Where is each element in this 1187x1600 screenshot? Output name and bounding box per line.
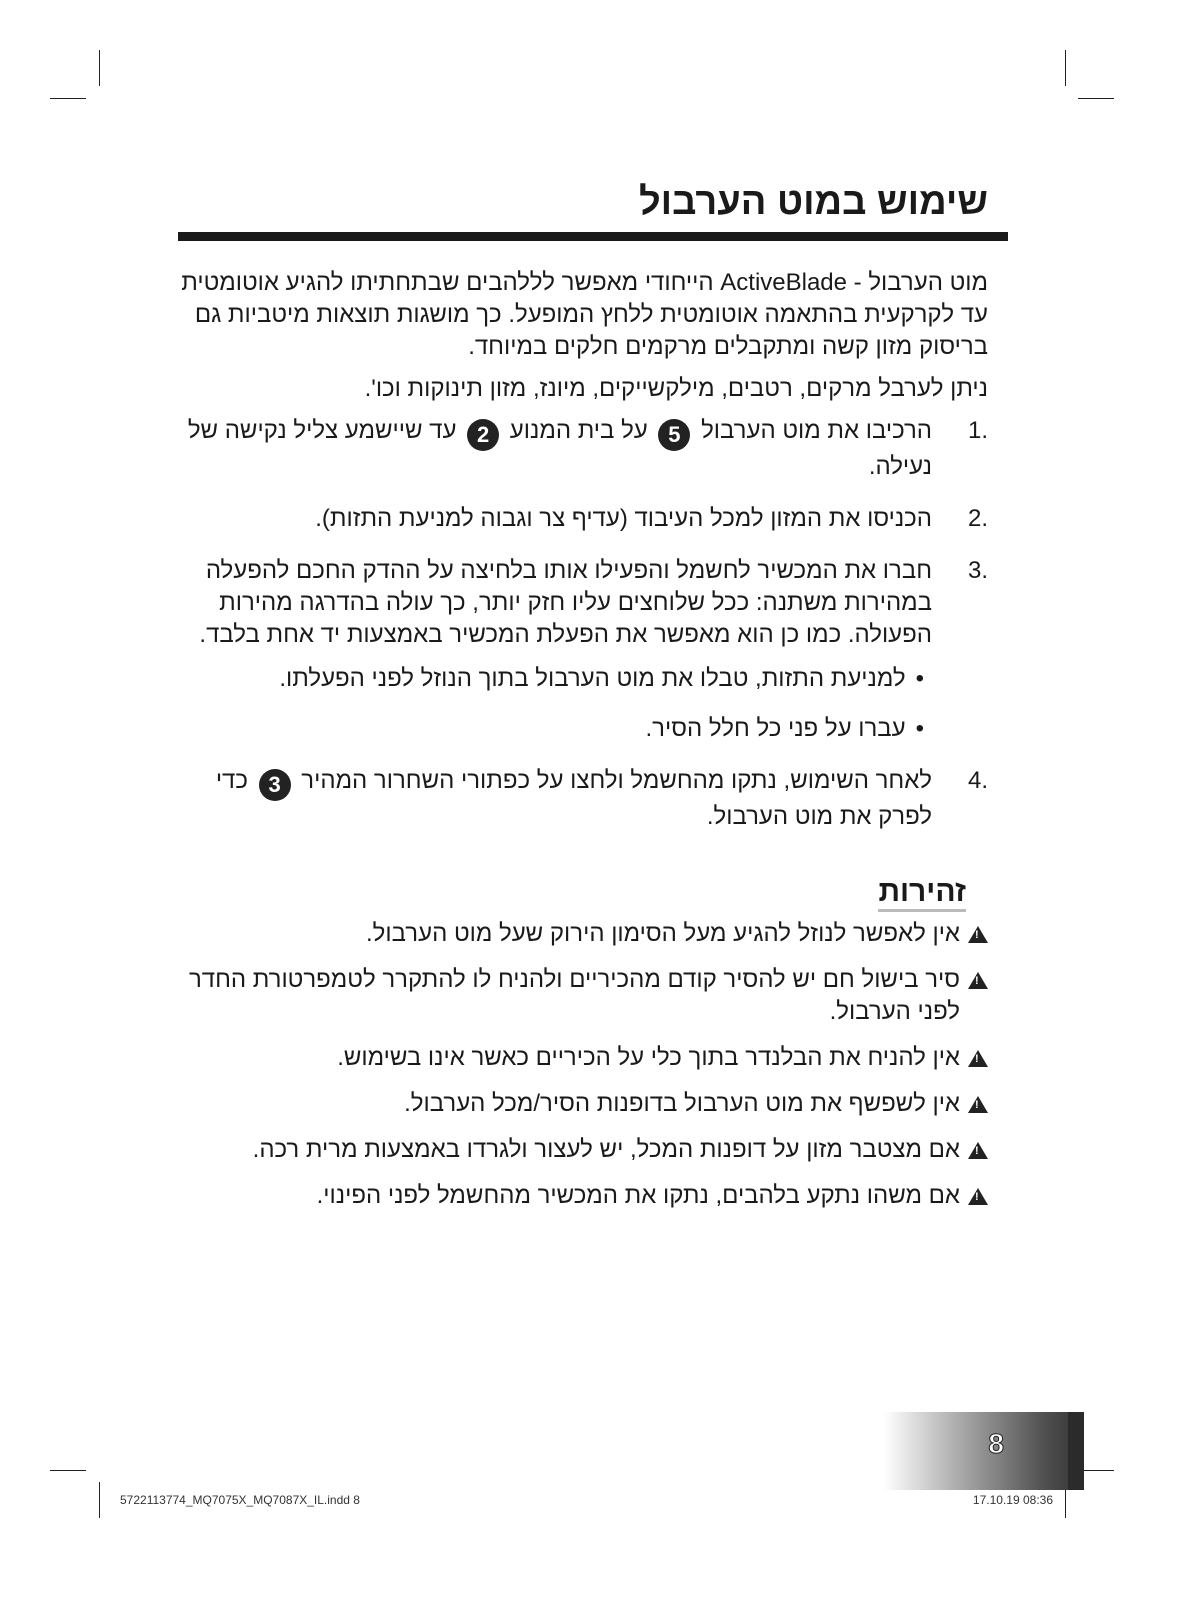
warning-item (178, 1180, 988, 1212)
warning-icon (968, 1188, 988, 1205)
step-item (178, 555, 988, 745)
warning-text: אין להניח את הבלנדר בתוך כלי על הכיריים כאשר אינו בשימוש. (337, 1044, 960, 1071)
part-number-badge: 2 (467, 419, 499, 451)
warnings-list (178, 918, 1008, 1212)
page-tab-bar (1068, 1412, 1084, 1490)
step-text: הרכיבו את מוט הערבול (701, 417, 932, 444)
warning-icon (968, 972, 988, 989)
step-text: כדי לפרק את מוט הערבול. (215, 767, 932, 830)
bullet-dot: • (915, 665, 924, 692)
warning-text: אם מצטבר מזון על דופנות המכל, יש לעצור ולגרדו באמצעות מרית רכה. (252, 1136, 960, 1163)
crop-mark (99, 50, 100, 86)
step-text: על בית המנוע (509, 417, 648, 444)
crop-mark (50, 98, 86, 99)
intro (178, 267, 1008, 405)
step-number: .1 (967, 417, 988, 444)
file-slug: 5722113774_MQ7075X_MQ7087X_IL.indd 8 (120, 1493, 360, 1507)
step-number: .2 (967, 505, 988, 532)
step-text: לאחר השימוש, נתקו מהחשמל ולחצו על כפתורי השחרור המהיר (301, 767, 932, 794)
intro-paragraph: מוט הערבול - ActiveBlade הייחודי מאפשר לללהבים שבתחתיתו להגיע אוטומטית עד לקרקעית בהתאמה אוטומטית ללחץ המופעל. כך מושגות תוצאות מיטביות גם בריסוק מזון קשה ומתקבלים מרקמים חלקים במיוחד. (181, 269, 988, 360)
step-bullets (178, 663, 932, 745)
warning-item (178, 1042, 988, 1074)
warning-item (178, 964, 988, 1028)
warning-icon (968, 926, 988, 943)
warning-icon (968, 1096, 988, 1113)
step-number: .4 (967, 767, 988, 794)
part-number-badge: 5 (658, 419, 690, 451)
bullet-dot: • (915, 715, 924, 742)
step-number: .3 (967, 557, 988, 584)
page-title: שימוש במוט הערבול (638, 181, 988, 223)
part-number-badge: 3 (259, 769, 291, 801)
page-number-tab (884, 1412, 1084, 1490)
warning-text: אם משהו נתקע בלהבים, נתקו את המכשיר מהחשמל לפני הפינוי. (316, 1182, 960, 1209)
warning-text: אין לאפשר לנוזל להגיע מעל הסימון הירוק שעל מוט הערבול. (366, 920, 960, 947)
warning-item (178, 918, 988, 950)
steps-list (178, 415, 1008, 833)
bullet-text: עברו על פני כל חלל הסיר. (645, 715, 906, 742)
step-text: חברו את המכשיר לחשמל והפעילו אותו בלחיצה על ההדק החכם להפעלה במהירות משתנה: ככל שלוחצים עליו חזק יותר, כך עולה בהדרגה מהירות הפעולה. כמו כן הוא מאפשר את הפעלת המכשיר באמצעות יד אחת בלבד. (199, 557, 932, 648)
intro-paragraph: ניתן לערבל מרקים, רטבים, מילקשייקים, מיונז, מזון תינוקות וכו'. (364, 375, 988, 402)
bullet-text: למניעת התזות, טבלו את מוט הערבול בתוך הנוזל לפני הפעלתו. (279, 665, 906, 692)
warning-item (178, 1088, 988, 1120)
bullet-item (178, 663, 924, 695)
warning-text: סיר בישול חם יש להסיר קודם מהכיריים ולהניח לו להתקרר לטמפרטורת החדר לפני הערבול. (188, 966, 960, 1025)
page-number: 8 (988, 1428, 1004, 1459)
crop-mark (99, 1482, 100, 1518)
step-text: הכניסו את המזון למכל העיבוד (עדיף צר וגבוה למניעת התזות). (315, 505, 932, 532)
bullet-item (178, 713, 924, 745)
title-rule (178, 232, 1008, 241)
crop-mark (50, 1470, 86, 1471)
step-item (178, 415, 988, 483)
step-item (178, 503, 988, 535)
page-content (178, 180, 1008, 1226)
warning-title: זהירות (878, 875, 966, 912)
crop-mark (1065, 50, 1066, 86)
step-item (178, 765, 988, 833)
crop-mark (1078, 98, 1114, 99)
warning-icon (968, 1050, 988, 1067)
date-slug: 17.10.19 08:36 (972, 1493, 1053, 1507)
warning-icon (968, 1142, 988, 1159)
warning-text: אין לשפשף את מוט הערבול בדופנות הסיר/מכל הערבול. (404, 1090, 960, 1117)
step-text: עד שיישמע צליל נקישה של נעילה. (187, 417, 932, 480)
warning-item (178, 1134, 988, 1166)
